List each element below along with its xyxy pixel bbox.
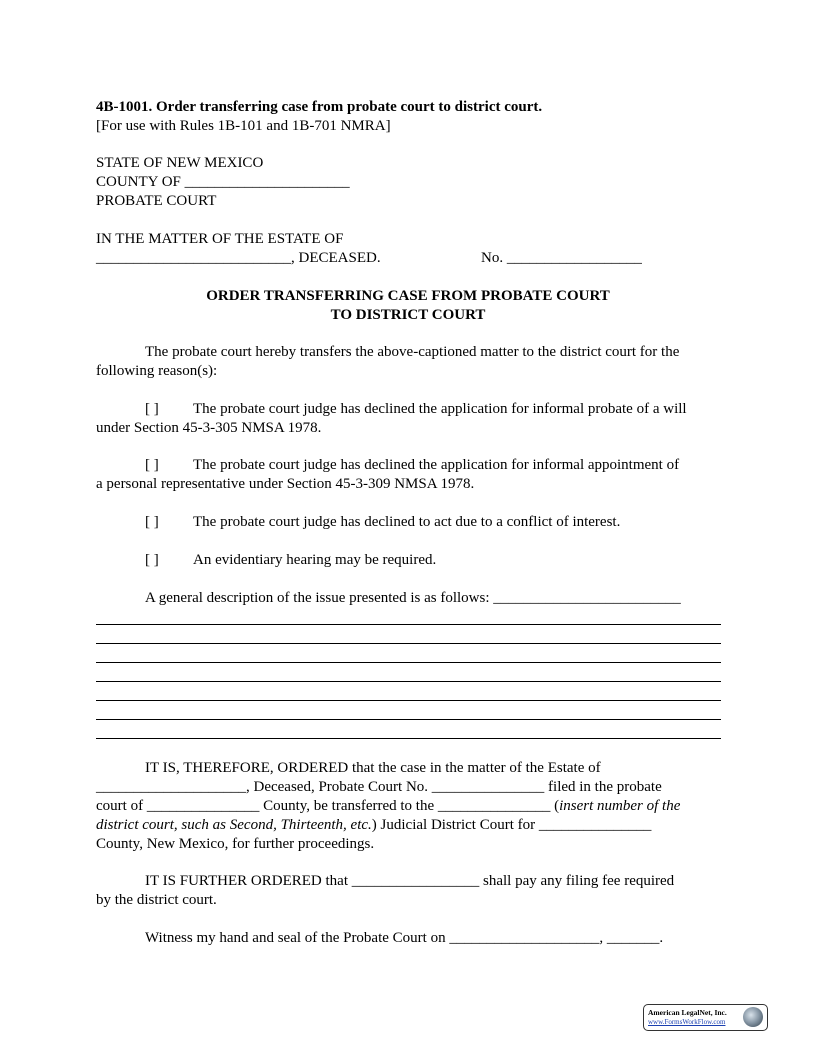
description-line[interactable] xyxy=(96,643,721,644)
form-title: 4B-1001. Order transferring case from probate court to district court. xyxy=(96,99,543,115)
intro-text-line2: following reason(s): xyxy=(96,363,218,379)
badge-url-link[interactable]: www.FormsWorkFlow.com xyxy=(648,1018,726,1026)
american-legalnet-badge[interactable] xyxy=(643,1004,768,1031)
description-line[interactable] xyxy=(96,738,721,739)
ordered-line4[interactable] xyxy=(96,816,651,835)
witness-line[interactable]: Witness my hand and seal of the Probate Court on ____________________, _______. xyxy=(145,930,664,946)
ordered-line3-italic: insert number of the xyxy=(559,798,681,814)
order-title-line2: TO DISTRICT COURT xyxy=(330,307,486,323)
description-line[interactable] xyxy=(96,700,721,701)
reason-text-line1: An evidentiary hearing may be required. xyxy=(193,552,437,568)
reason-text-line1: The probate court judge has declined to act due to a conflict of interest. xyxy=(193,514,621,530)
reason-text-line2: a personal representative under Section 45-3-309 NMSA 1978. xyxy=(96,476,475,492)
caption-state: STATE OF NEW MEXICO xyxy=(96,155,264,171)
further-ordered-line1[interactable]: IT IS FURTHER ORDERED that _________________ shall pay any filing fee required xyxy=(145,873,675,889)
ordered-line1: IT IS, THEREFORE, ORDERED that the case in the matter of the Estate of xyxy=(145,760,601,776)
case-number-field[interactable]: No. __________________ xyxy=(481,250,642,266)
globe-icon xyxy=(743,1007,763,1027)
ordered-line5: County, New Mexico, for further proceedings. xyxy=(96,836,375,852)
ordered-line4-text: ) Judicial District Court for _______________ xyxy=(371,817,652,833)
ordered-line3[interactable] xyxy=(96,797,680,816)
badge-company: American LegalNet, Inc. xyxy=(648,1008,727,1017)
form-rule-reference: [For use with Rules 1B-101 and 1B-701 NMRA] xyxy=(96,118,391,134)
caption-court: PROBATE COURT xyxy=(96,193,217,209)
reason-checkbox[interactable]: [ ] xyxy=(145,552,159,568)
description-line[interactable] xyxy=(96,681,721,682)
reason-text-line1: The probate court judge has declined the application for informal probate of a will xyxy=(193,401,687,417)
ordered-line3-text: court of _______________ County, be transferred to the _______________ ( xyxy=(96,798,560,814)
description-line[interactable] xyxy=(96,662,721,663)
reason-text-line2: under Section 45-3-305 NMSA 1978. xyxy=(96,420,322,436)
description-line[interactable] xyxy=(96,719,721,720)
reason-checkbox[interactable]: [ ] xyxy=(145,401,159,417)
caption-matter: IN THE MATTER OF THE ESTATE OF xyxy=(96,231,344,247)
reason-text-line1: The probate court judge has declined the application for informal appointment of xyxy=(193,457,680,473)
ordered-line4-italic: district court, such as Second, Thirteenth, etc. xyxy=(96,817,372,833)
caption-deceased-field[interactable]: __________________________, DECEASED. xyxy=(96,250,381,266)
order-title-line1: ORDER TRANSFERRING CASE FROM PROBATE COURT xyxy=(206,288,610,304)
description-line[interactable] xyxy=(96,624,721,625)
further-ordered-line2: by the district court. xyxy=(96,892,217,908)
intro-text-line1: The probate court hereby transfers the above-captioned matter to the district court for the xyxy=(145,344,680,360)
description-prompt[interactable]: A general description of the issue presented is as follows: _________________________ xyxy=(145,590,681,606)
ordered-line2[interactable]: ____________________, Deceased, Probate Court No. _______________ filed in the probate xyxy=(96,779,662,795)
reason-checkbox[interactable]: [ ] xyxy=(145,457,159,473)
reason-checkbox[interactable]: [ ] xyxy=(145,514,159,530)
caption-county[interactable]: COUNTY OF ______________________ xyxy=(96,174,350,190)
